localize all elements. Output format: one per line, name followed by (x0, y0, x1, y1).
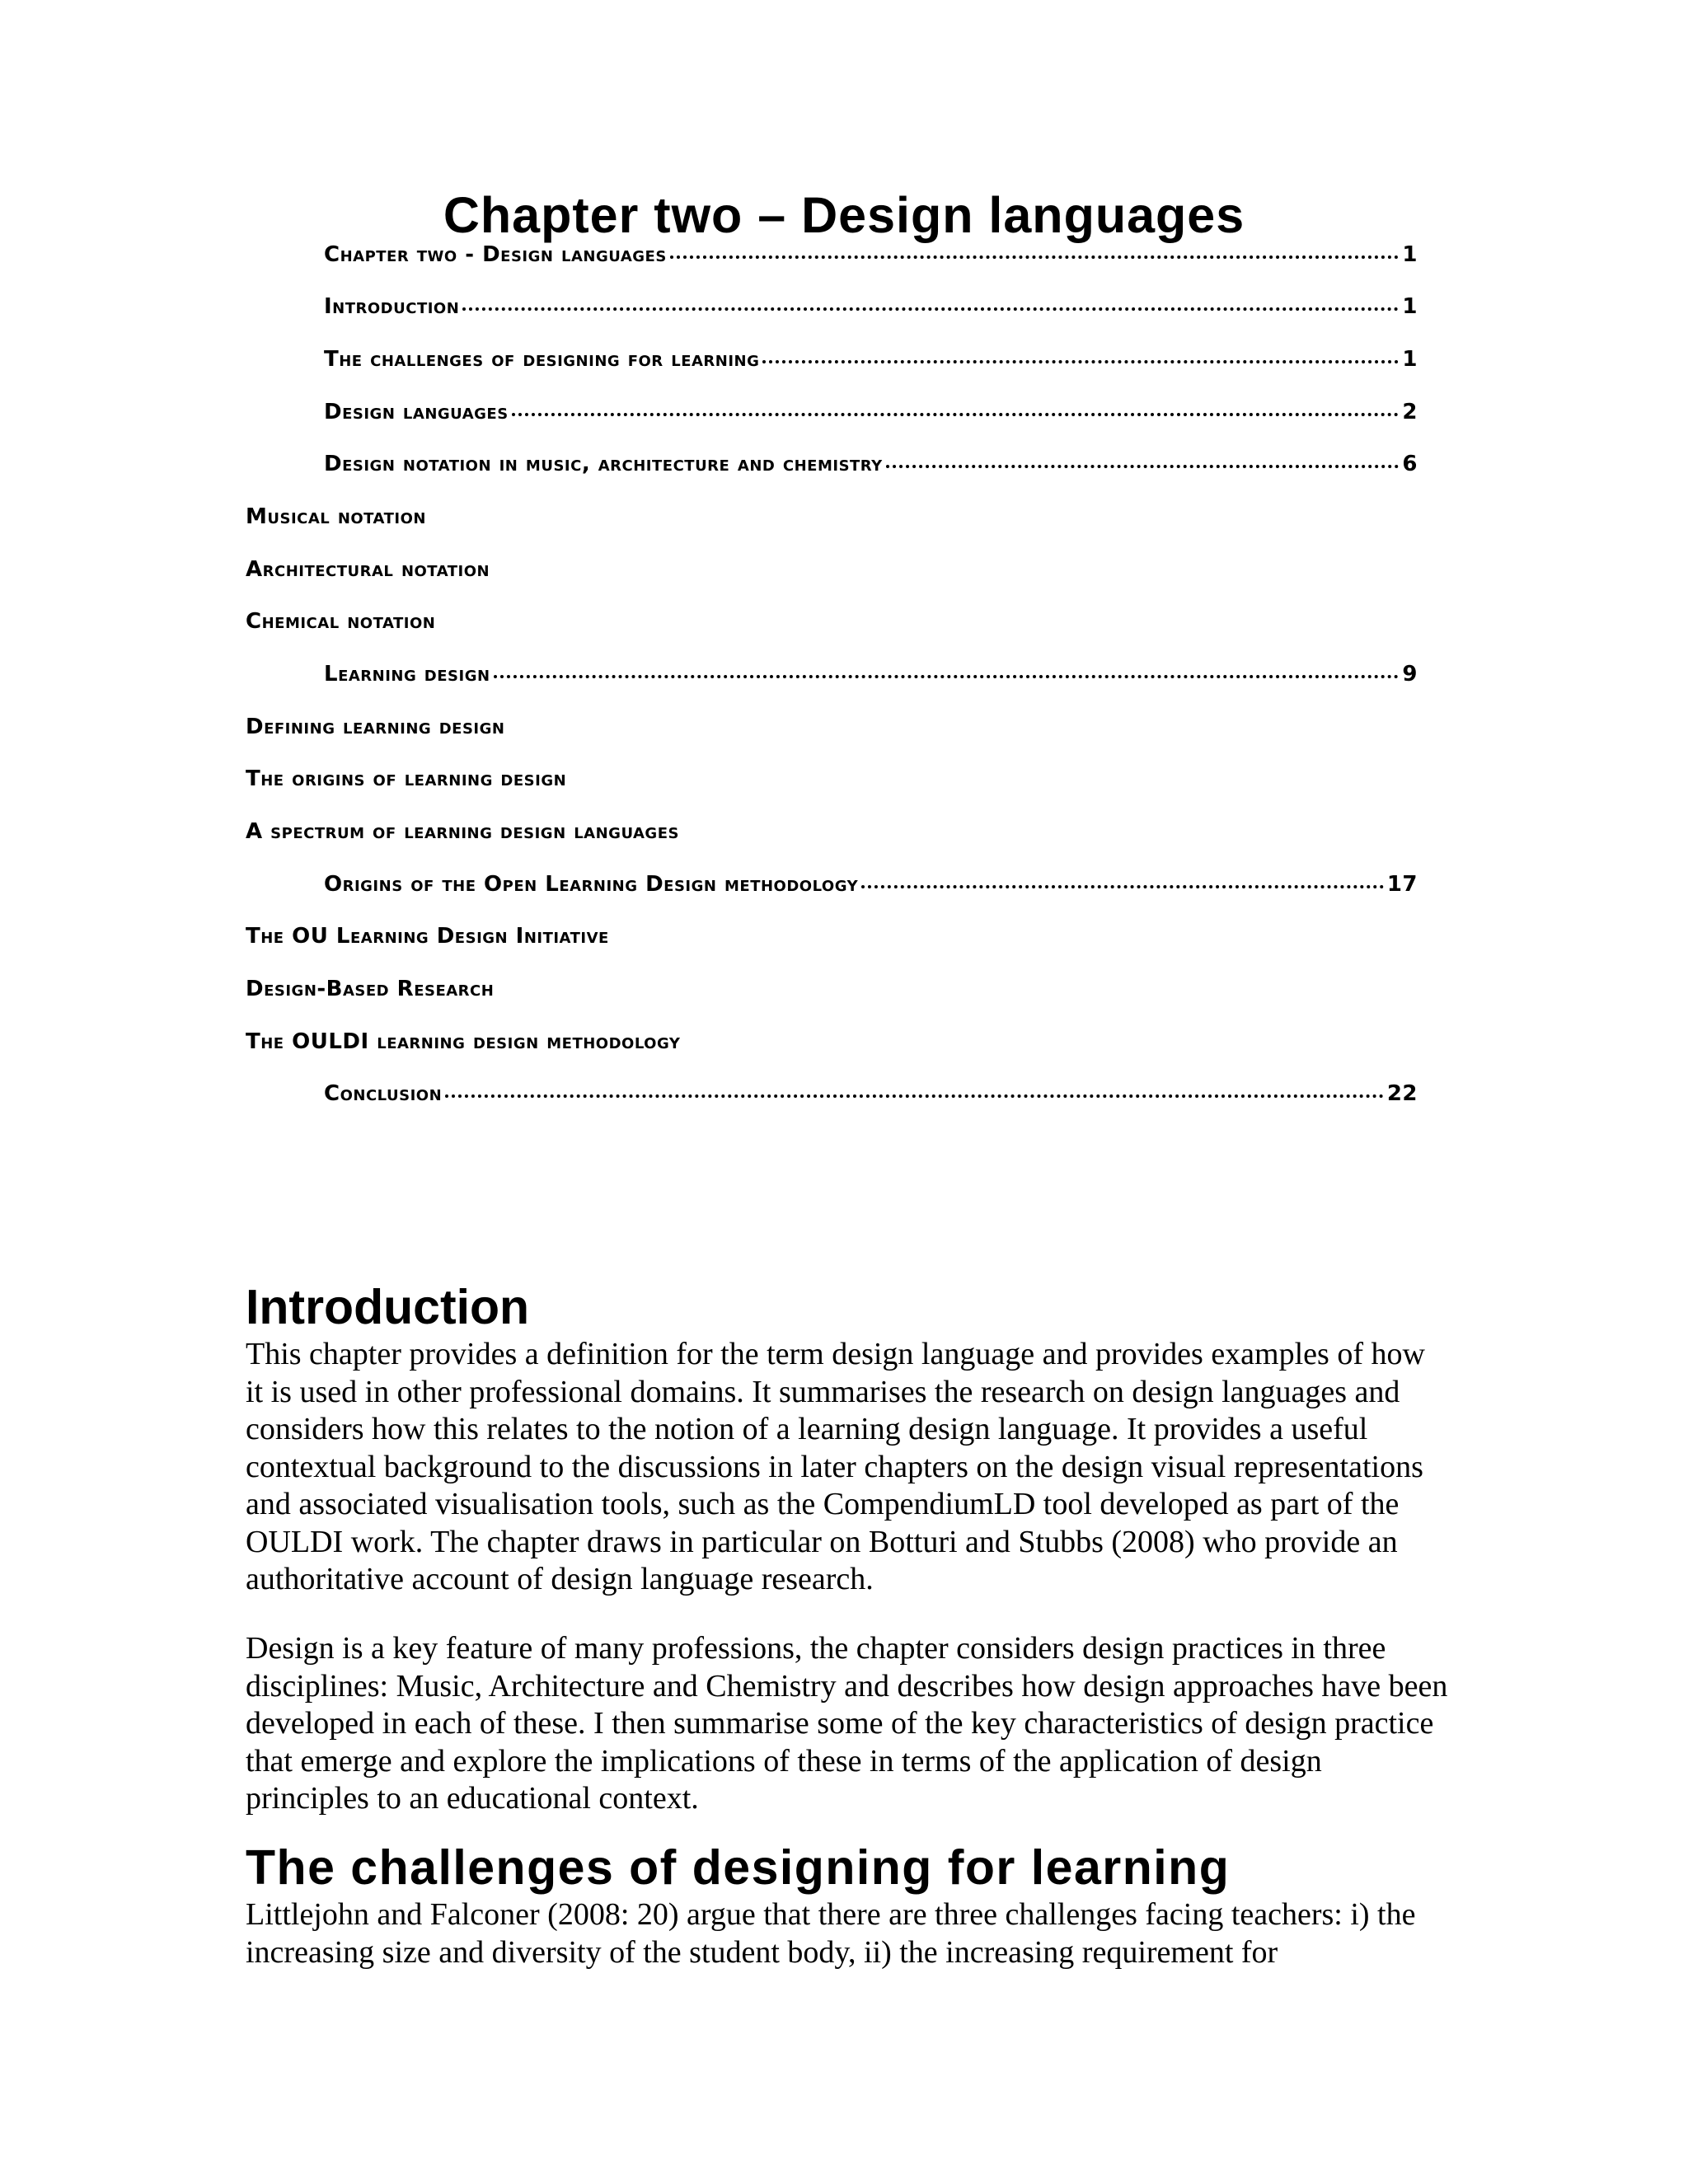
chapter-title: Chapter two – Design languages (443, 187, 1245, 243)
toc-leader-dots (512, 413, 1400, 416)
challenges-paragraph: Littlejohn and Falconer (2008: 20) argue that there are three challenges facing teachers: i) the increasing size and diversity of the student body, ii) the increasing requirement for (246, 1897, 1416, 1970)
toc-subentry[interactable] (246, 975, 1070, 1003)
toc-entry-page: 22 (1386, 1081, 1418, 1106)
toc-entry[interactable] (324, 345, 1418, 373)
toc-subentry-label: Architectural notation (246, 557, 490, 582)
toc-leader-dots (494, 675, 1400, 678)
toc-leader-dots (886, 465, 1400, 468)
toc-subentry[interactable] (246, 713, 1070, 741)
toc-subentry-label: A spectrum of learning design languages (246, 819, 679, 844)
toc-entry[interactable] (324, 660, 1418, 688)
toc-entry-label: Introduction (324, 294, 460, 319)
toc-subentry-label: Defining learning design (246, 715, 505, 739)
toc-entry-label: The challenges of designing for learning (324, 347, 760, 372)
toc-entry-page: 1 (1402, 242, 1418, 267)
toc-leader-dots (762, 360, 1399, 363)
introduction-heading: Introduction (246, 1280, 530, 1334)
toc-entry-page: 1 (1402, 347, 1418, 372)
toc-entry-label: Origins of the Open Learning Design methodology (324, 872, 859, 897)
introduction-paragraph-2: Design is a key feature of many professions, the chapter considers design practices in three disciplines: Music, Architecture and Chemistry and describes how design approaches have been developed in each of these. I then summarise some of the key characteristics of design practice that emerge and explore the implications of these in terms of the application of design principles to an educational context. (246, 1631, 1448, 1816)
toc-subentry-label: The OULDI learning design methodology (246, 1029, 681, 1054)
toc-subentry-label: The origins of learning design (246, 766, 567, 791)
toc-entry-page: 9 (1402, 662, 1418, 687)
toc-subentry[interactable] (246, 818, 1070, 846)
toc-subentry-label: The OU Learning Design Initiative (246, 924, 609, 949)
toc-subentry[interactable] (246, 922, 1070, 950)
toc-entry-label: Conclusion (324, 1081, 443, 1106)
toc-entry[interactable] (324, 870, 1418, 898)
toc-entry[interactable] (324, 398, 1418, 426)
toc-entry-label: Design notation in music, architecture and chemistry (324, 452, 883, 476)
toc-entry-page: 6 (1402, 452, 1418, 476)
toc-subentry-label: Design-Based Research (246, 977, 495, 1001)
toc-entry-label: Design languages (324, 400, 509, 424)
challenges-heading: The challenges of designing for learning (246, 1840, 1231, 1895)
toc-subentry[interactable] (246, 765, 1070, 793)
toc-entry-page: 2 (1402, 400, 1418, 424)
toc-entry-page: 17 (1386, 872, 1418, 897)
toc-subentry-label: Musical notation (246, 504, 426, 529)
toc-subentry[interactable] (246, 1028, 1070, 1056)
introduction-paragraph-1: This chapter provides a definition for the term design language and provides examples of how it is used in other professional domains. It summarises the research on design languages and considers how this relates to the notion of a learning design language. It provides a useful contextual background to the discussions in later chapters on the design visual representations and associated visualisation tools, such as the CompendiumLD tool developed as part of the OULDI work. The chapter draws in particular on Botturi and Stubbs (2008) who provide an authoritative account of design language research. (246, 1337, 1425, 1596)
toc-subentry-label: Chemical notation (246, 609, 436, 634)
toc-leader-dots (670, 255, 1400, 259)
toc-entry-label: Learning design (324, 662, 490, 687)
toc-entry[interactable] (324, 241, 1418, 269)
toc-entry-label: Chapter two - Design languages (324, 242, 667, 267)
toc-entry[interactable] (324, 450, 1418, 478)
toc-subentry[interactable] (246, 555, 1070, 583)
toc-entry[interactable] (324, 1080, 1418, 1108)
toc-subentry[interactable] (246, 607, 1070, 635)
toc-entry-page: 1 (1402, 294, 1418, 319)
toc-subentry[interactable] (246, 503, 1070, 531)
toc-leader-dots (462, 307, 1399, 311)
toc-leader-dots (861, 885, 1384, 888)
toc-entry[interactable] (324, 293, 1418, 321)
toc-leader-dots (445, 1094, 1384, 1098)
